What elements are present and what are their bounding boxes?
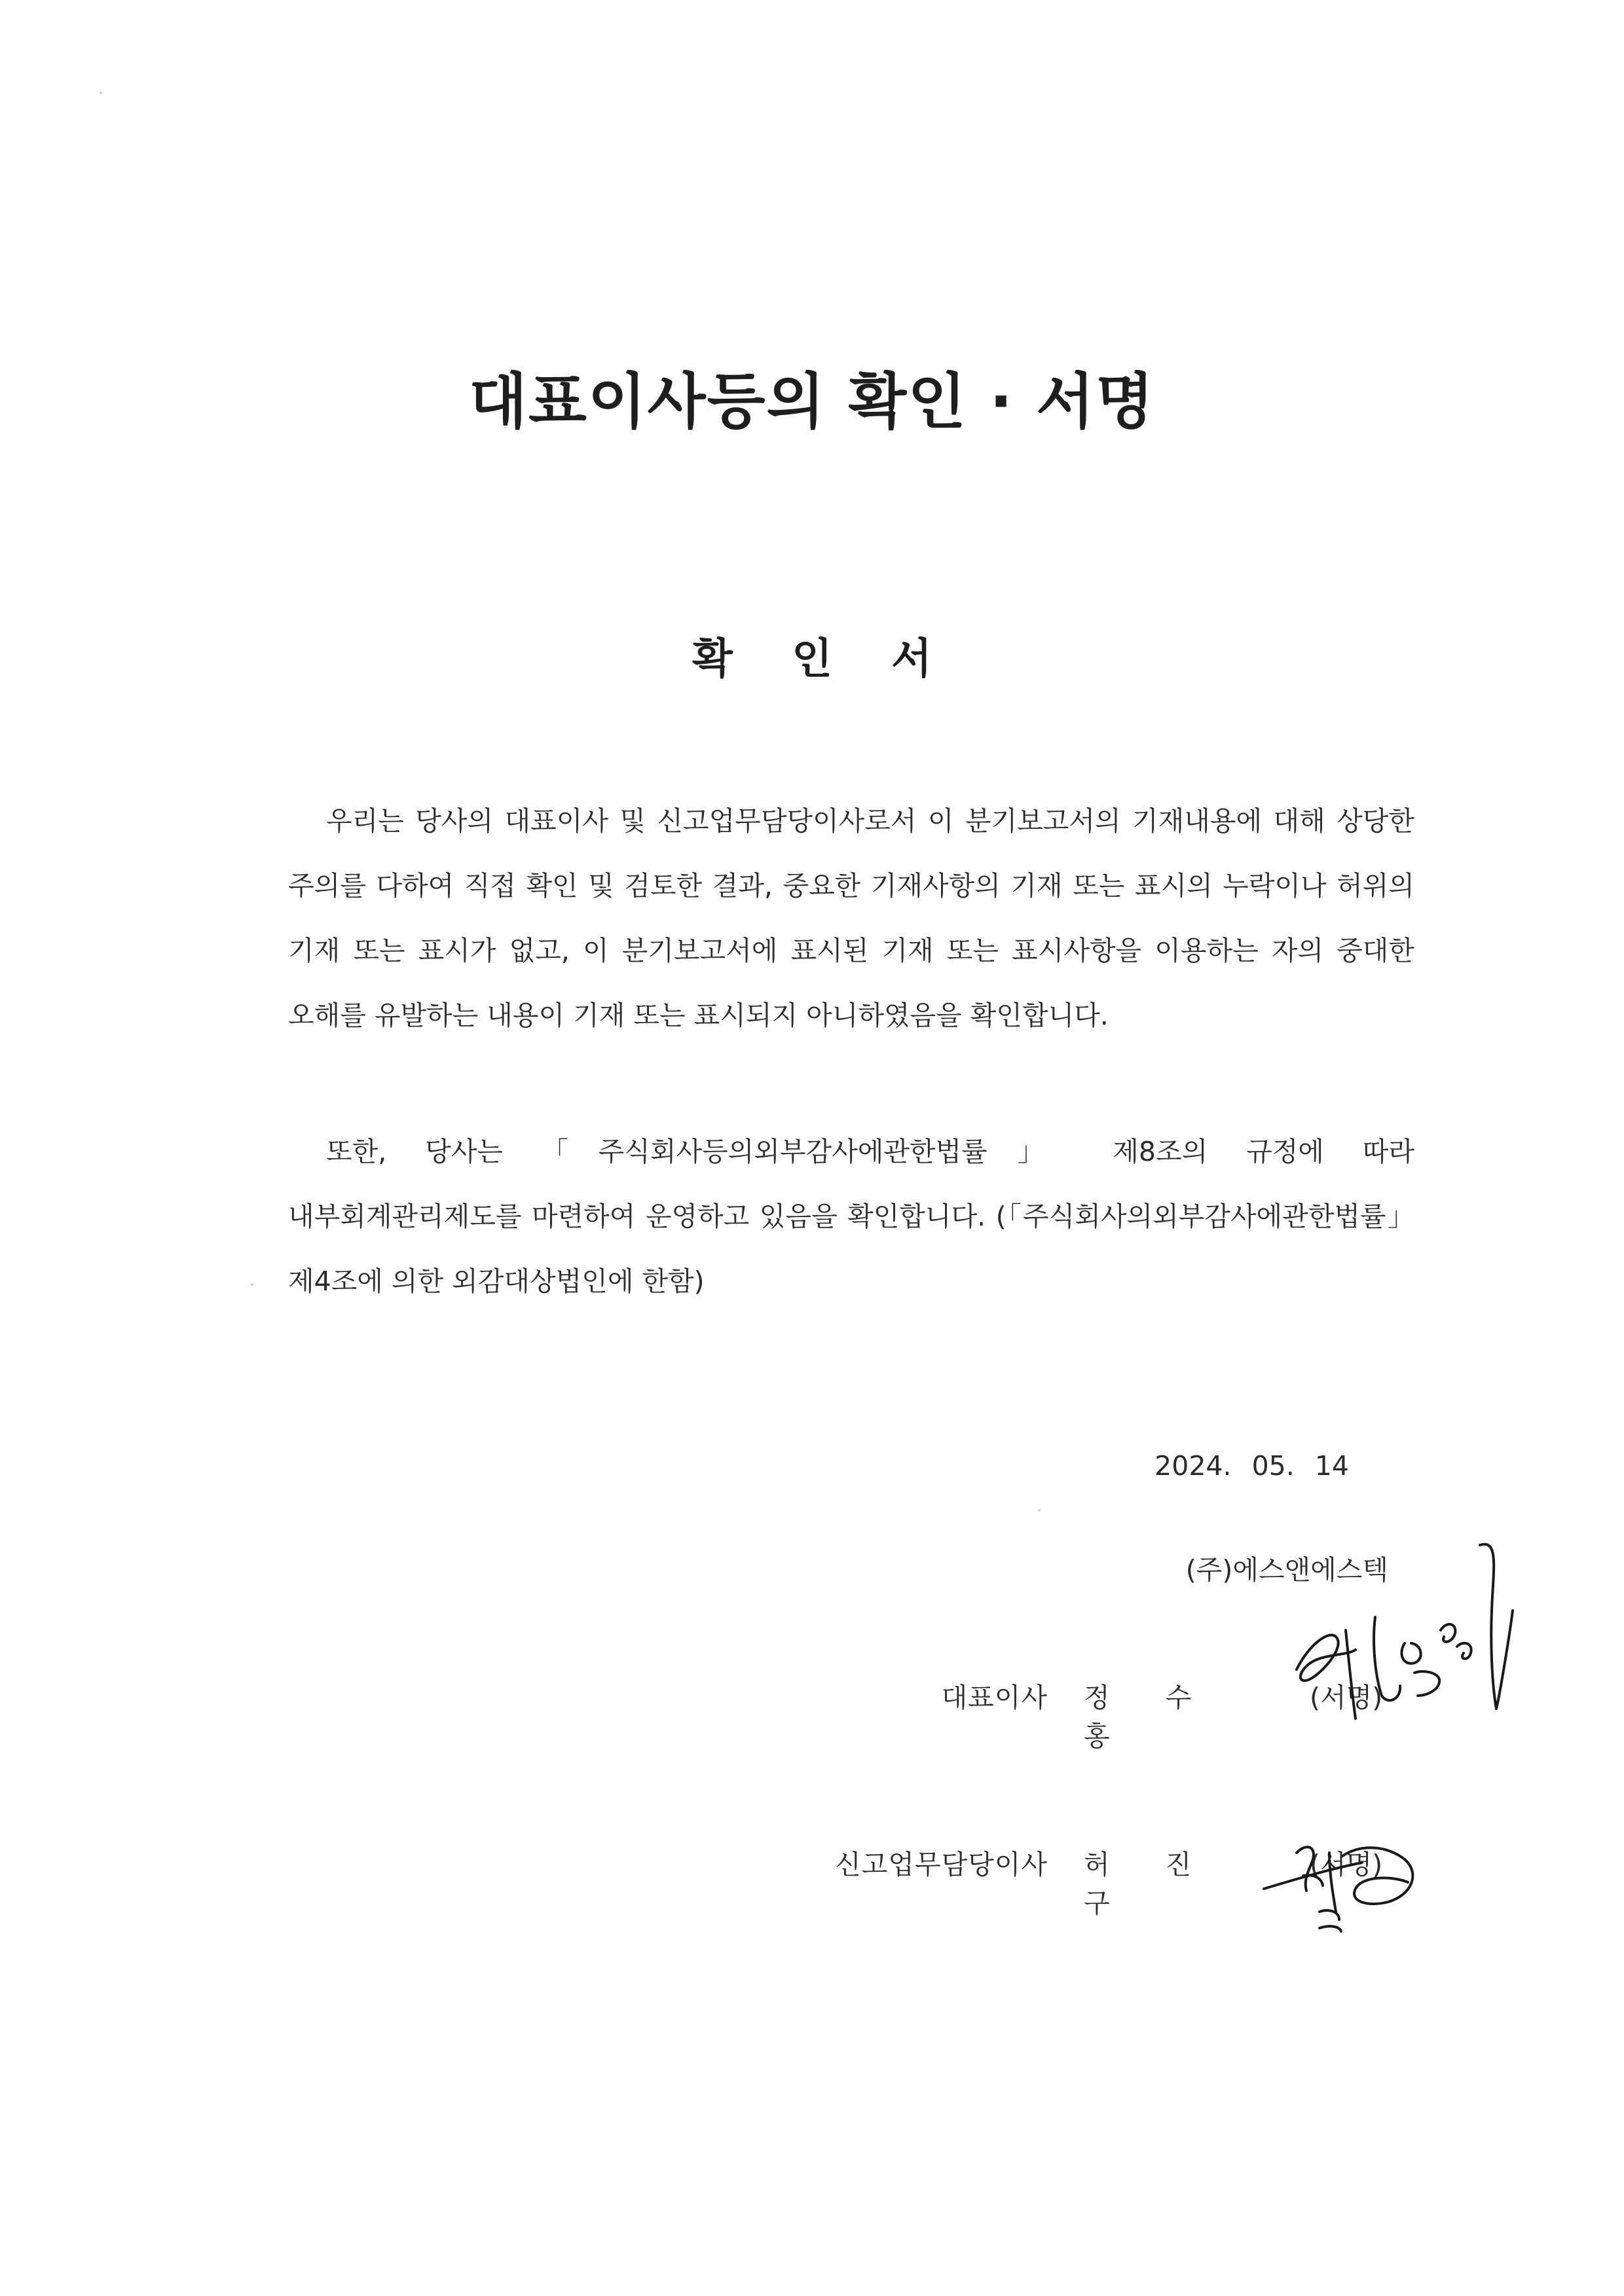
signer-role-ceo: 대표이사 — [941, 1682, 1048, 1713]
main-title: 대표이사등의 확인 · 서명 — [469, 367, 1155, 437]
scan-speck — [251, 1283, 253, 1286]
confirmation-paragraph: 우리는 당사의 대표이사 및 신고업무담당이사로서 이 분기보고서의 기재내용에 대해 상당한 주의를 다하여 직접 확인 및 검토한 결과, 중요한 기재사항의 기재 또는 표시의 누락이나 허위의 기재 또는 표시가 없고, 이 분기보고서에 표시된 기재 또는 표시사항을 이용하는 자의 중대한 오해를 유발하는 내용이 기재 또는 표시되지 아니하였음을 확인합니다. — [288, 805, 1414, 1031]
signature-mark-ceo: (서명) — [1310, 1682, 1383, 1713]
signer-name-ceo: 정 수 홍 — [1084, 1682, 1215, 1752]
document-date: 2024. 05. 14 — [1154, 1450, 1349, 1482]
scan-speck — [100, 92, 102, 94]
handwritten-signature-disclosure — [1257, 1813, 1441, 1944]
company-name: (주)에스앤에스텍 — [1185, 1554, 1388, 1586]
handwritten-signature-ceo — [1283, 1532, 1559, 1755]
signer-name-disclosure: 허 진 구 — [1084, 1849, 1215, 1919]
signature-mark-disclosure: (서명) — [1310, 1849, 1383, 1880]
signer-role-disclosure: 신고업무담당이사 — [835, 1849, 1048, 1880]
sub-title: 확 인 서 — [692, 635, 955, 683]
internal-control-paragraph: 또한, 당사는 「주식회사등의외부감사에관한법률」 제8조의 규정에 따라 내부회계관리제도를 마련하여 운영하고 있음을 확인합니다. (「주식회사의외부감사에관한법률」 제4조에 의한 외감대상법인에 한함) — [288, 1136, 1414, 1297]
scan-speck — [1038, 1509, 1041, 1512]
